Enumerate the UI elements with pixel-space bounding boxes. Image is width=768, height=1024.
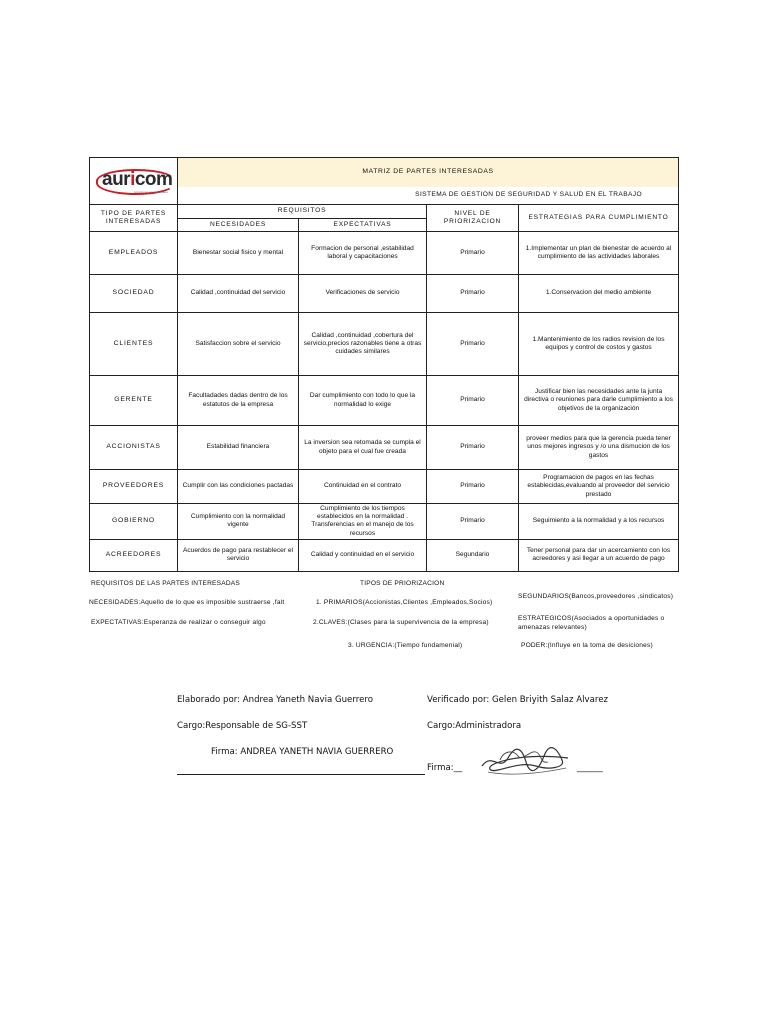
necesidad-cell: Acuerdos de pago para restablecer el servicio (178, 539, 299, 571)
column-header-necesidades: NECESIDADES (178, 218, 299, 232)
logo-tagline: soluciones empresariales (134, 190, 168, 194)
legend-primarios: 1. PRIMARIOS(Accionistas,Clientes ,Empleados,Socios) (316, 599, 493, 606)
party-cell: CLIENTES (90, 313, 178, 376)
estrategia-cell: 1.Implementar un plan de bienestar de acuerdo al cumplimiento de las actividades laborales (519, 232, 679, 275)
party-cell: SOCIEDAD (90, 275, 178, 313)
legend-urgencia: 3. URGENCIA:(Tiempo fundamenial) (348, 642, 463, 649)
column-header-nivel: NIVEL DE PRIORIZACION (427, 205, 519, 232)
nivel-cell: Primario (427, 313, 519, 376)
cargo-left: Cargo:Responsable de SG-SST (177, 721, 308, 731)
legend-poder: PODER:(Influye en la toma de desiciones) (521, 642, 653, 649)
necesidad-cell: Satisfaccion sobre el servicio (178, 313, 299, 376)
party-cell: ACREEDORES (90, 539, 178, 571)
necesidad-cell: Bienestar social fisico y mental (178, 232, 299, 275)
party-cell: EMPLEADOS (90, 232, 178, 275)
table-row (90, 504, 679, 540)
signature-line-left (177, 774, 425, 775)
firma-left: Firma: ANDREA YANETH NAVIA GUERRERO (211, 747, 394, 757)
column-header-estrategias: ESTRATEGIAS PARA CUMPLIMIENTO (519, 205, 679, 232)
expectativa-cell: Continuidad en el contrato (299, 470, 427, 504)
estrategia-cell: Justificar bien las necesidades ante la junta directiva o reuniones para darle cumplimiento a los objetivos de la organización (519, 376, 679, 426)
estrategia-cell: Seguimiento a la normalidad y a los recursos (519, 504, 679, 540)
handwritten-signature-icon (478, 742, 574, 778)
table-row (90, 275, 679, 313)
nivel-cell: Primario (427, 275, 519, 313)
party-cell: ACCIONISTAS (90, 426, 178, 470)
table-row (90, 232, 679, 275)
cargo-right: Cargo:Administradora (427, 721, 522, 731)
necesidad-cell: Calidad ,continuidad del servicio (178, 275, 299, 313)
table-row (90, 376, 679, 426)
necesidad-cell: Cumplimiento con la normalidad vigente (178, 504, 299, 540)
company-logo (90, 160, 177, 202)
expectativa-cell: La inversion sea retomada se cumpla el objeto para el cual fue creada (299, 426, 427, 470)
estrategia-cell: proveer medios para que la gerencia pueda tener unos mejores ingresos y /o una dismucion de los gastos (519, 426, 679, 470)
legend-claves: 2.CLAVES:(Clases para la supervivencia de la empresa) (313, 619, 489, 626)
column-header-requisitos: REQUISITOS (178, 205, 427, 219)
expectativa-cell: Cumplimiento de los tiempos establecidos en la normalidad . Transferencias en el manejo de los recursos (299, 504, 427, 540)
legend-requisitos-title: REQUISITOS DE LAS PARTES INTERESADAS (91, 580, 241, 587)
firma-right: Firma:__ (427, 763, 463, 773)
nivel-cell: Primario (427, 232, 519, 275)
legend-tipos-title: TIPOS DE PRIORIZACION (360, 580, 445, 587)
matrix-title: MATRIZ DE PARTES INTERESADAS (178, 158, 679, 188)
party-cell: GOBIERNO (90, 504, 178, 540)
verificado-por: Verificado por: Gelen Briyith Salaz Alvarez (427, 695, 609, 705)
estrategia-cell: 1.Mantenimiento de los radios revision de los equipos y control de costos y gastos (519, 313, 679, 376)
necesidad-cell: Cumplir con las condiciones pactadas (178, 470, 299, 504)
company-logo-cell (90, 158, 178, 205)
necesidad-cell: Estabilidad financiera (178, 426, 299, 470)
stakeholder-matrix-table (89, 157, 679, 572)
expectativa-cell: Formacion de personal ,estabilidad laboral y capacitaciones (299, 232, 427, 275)
estrategia-cell: Tener personal para dar un acercamiento con los acreedores y asi llegar a un acuerdo de pago (519, 539, 679, 571)
estrategia-cell: Programacion de pagos en las fechas establecidas,evaluando al proveedor del servicio prestado (519, 470, 679, 504)
legend-necesidades: NECESIDADES:Aquello de lo que es imposible sustraerse ,falt (89, 599, 285, 606)
nivel-cell: Primario (427, 470, 519, 504)
expectativa-cell: Verificaciones de servicio (299, 275, 427, 313)
table-row (90, 426, 679, 470)
estrategia-cell: 1.Conservacion del medio ambiente (519, 275, 679, 313)
matrix-subtitle: SISTEMA DE GESTION DE SEGURIDAD Y SALUD EN EL TRABAJO (178, 187, 679, 205)
nivel-cell: Segundario (427, 539, 519, 571)
legend-estrategicos: ESTRATEGICOS(Asociados a oportunidades o amenazas relevantes) (518, 615, 665, 631)
table-row (90, 539, 679, 571)
legend-expectativas: EXPECTATIVAS:Esperanza de realizar o conseguir algo (91, 619, 266, 626)
nivel-cell: Primario (427, 376, 519, 426)
logo-wordmark: auricom (102, 169, 173, 190)
expectativa-cell: Calidad ,continuidad ,cobertura del servicio,precios razonables tiene a otras cuidades similares (299, 313, 427, 376)
expectativa-cell: Dar cumplimiento con todo lo que la normalidad lo exige (299, 376, 427, 426)
elaborado-por: Elaborado por: Andrea Yaneth Navia Guerrero (177, 695, 373, 705)
firma-right-line: ______ (577, 763, 603, 773)
necesidad-cell: Facultadades dadas dentro de los estatutos de la empresa (178, 376, 299, 426)
table-row (90, 470, 679, 504)
column-header-tipo: TIPO DE PARTES INTERESADAS (90, 205, 178, 232)
legend-segundarios: SEGUNDARIOS(Bancos,proveedores ,sindicatos) (518, 593, 674, 600)
expectativa-cell: Calidad y continuidad en el servicio (299, 539, 427, 571)
party-cell: GERENTE (90, 376, 178, 426)
party-cell: PROVEEDORES (90, 470, 178, 504)
nivel-cell: Primario (427, 426, 519, 470)
nivel-cell: Primario (427, 504, 519, 540)
table-row (90, 313, 679, 376)
column-header-expectativas: EXPECTATIVAS (299, 218, 427, 232)
